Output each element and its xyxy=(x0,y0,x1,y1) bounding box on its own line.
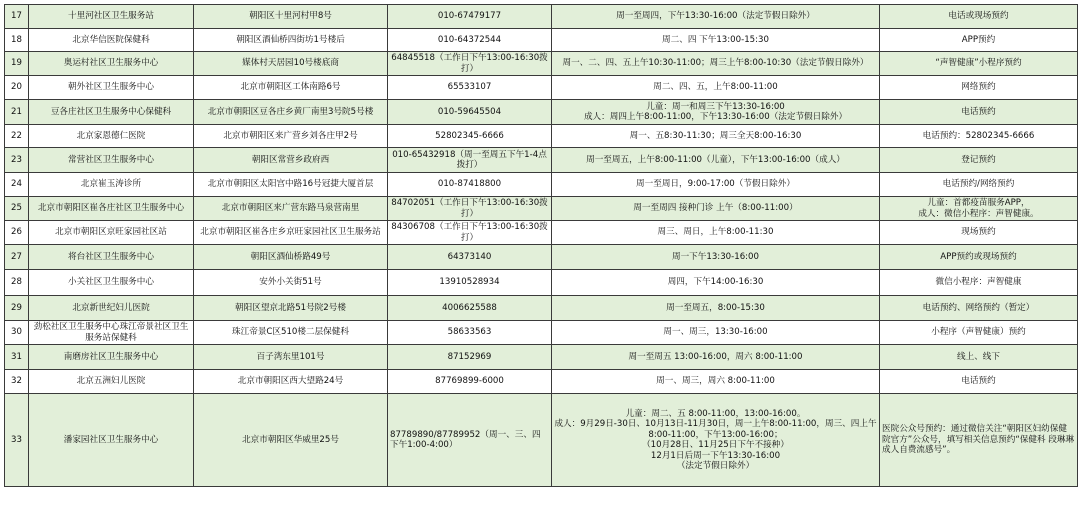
booking-method: APP预约或现场预约 xyxy=(880,245,1078,270)
site-address: 朝阳区十里河村甲8号 xyxy=(194,5,388,29)
site-address: 北京市朝阳区来广营乡刘各庄甲2号 xyxy=(194,125,388,148)
method-line-children: 儿童：首都疫苗服务APP， xyxy=(927,198,1030,208)
site-name: 豆各庄社区卫生服务中心保健科 xyxy=(29,100,194,125)
site-hours: 周一、周三，周六 8:00-11:00 xyxy=(552,370,880,394)
site-hours: 周一至周日，9:00-17:00（节假日除外） xyxy=(552,173,880,197)
row-number: 30 xyxy=(5,321,29,345)
site-phone: 010-59645504 xyxy=(388,100,552,125)
table-row xyxy=(5,345,1078,370)
site-hours: 周一、五8:30-11:30；周三全天8:00-16:30 xyxy=(552,125,880,148)
site-phone: 010-65432918（周一至周五下午1-4点拨打） xyxy=(388,148,552,173)
booking-method: “声智健康”小程序预约 xyxy=(880,52,1078,76)
row-number: 25 xyxy=(5,197,29,221)
site-address: 北京市朝阳区来广营东路马泉营南里 xyxy=(194,197,388,221)
table-row xyxy=(5,125,1078,148)
site-phone: 52802345-6666 xyxy=(388,125,552,148)
site-hours: 周一、二、四、五上午10:30-11:00；周三上午8:00-10:30（法定节假日除外） xyxy=(552,52,880,76)
site-name: 将台社区卫生服务中心 xyxy=(29,245,194,270)
site-name: 北京家恩德仁医院 xyxy=(29,125,194,148)
site-name: 小关社区卫生服务中心 xyxy=(29,270,194,296)
table-row xyxy=(5,245,1078,270)
site-phone: 58633563 xyxy=(388,321,552,345)
table-row xyxy=(5,321,1078,345)
booking-method: 线上、线下 xyxy=(880,345,1078,370)
table-row xyxy=(5,270,1078,296)
site-name: 北京崔玉涛诊所 xyxy=(29,173,194,197)
booking-method: 小程序（声智健康）预约 xyxy=(880,321,1078,345)
site-name: 潘家园社区卫生服务中心 xyxy=(29,394,194,487)
site-address: 北京市朝阳区华威里25号 xyxy=(194,394,388,487)
table-row xyxy=(5,296,1078,321)
booking-method: 电话预约、网络预约（暂定） xyxy=(880,296,1078,321)
row-number: 33 xyxy=(5,394,29,487)
hours-line-children: 儿童：周一和周三下午13:30-16:00 xyxy=(646,101,785,112)
table-row xyxy=(5,100,1078,125)
site-name: 十里河社区卫生服务站 xyxy=(29,5,194,29)
site-hours: 周二、四 下午13:00-15:30 xyxy=(552,29,880,52)
table-row xyxy=(5,394,1078,487)
site-hours: 周一至周五 13:00-16:00，周六 8:00-11:00 xyxy=(552,345,880,370)
booking-method xyxy=(880,197,1078,221)
table-row xyxy=(5,173,1078,197)
table-row xyxy=(5,5,1078,29)
site-hours: 周三、周日，上午8:00-11:30 xyxy=(552,221,880,245)
site-phone: 87789890/87789952（周一、三、四下午1:00-4:00） xyxy=(388,394,552,487)
site-address: 珠江帝景C区510楼二层保健科 xyxy=(194,321,388,345)
site-hours xyxy=(552,394,880,487)
site-address: 北京市朝阳区工体南路6号 xyxy=(194,76,388,100)
booking-method: 电话预约 xyxy=(880,370,1078,394)
site-hours: 周一至周五，上午8:00-11:00（儿童），下午13:00-16:00（成人） xyxy=(552,148,880,173)
site-phone: 65533107 xyxy=(388,76,552,100)
site-address: 北京市朝阳区西大望路24号 xyxy=(194,370,388,394)
site-phone: 13910528934 xyxy=(388,270,552,296)
site-phone: 87152969 xyxy=(388,345,552,370)
site-hours: 周一、周三，13:30-16:00 xyxy=(552,321,880,345)
row-number: 23 xyxy=(5,148,29,173)
site-name: 劲松社区卫生服务中心珠江帝景社区卫生服务站保健科 xyxy=(29,321,194,345)
site-address: 朝阳区酒仙桥四街坊1号楼后 xyxy=(194,29,388,52)
site-name: 北京五洲妇儿医院 xyxy=(29,370,194,394)
hours-line-adults: 成人：周四上午8:00-11:00，下午13:30-16:00（法定节假日除外） xyxy=(583,112,848,122)
site-phone: 010-67479177 xyxy=(388,5,552,29)
booking-method: 医院公众号预约：通过微信关注“朝阳区妇幼保健院官方”公众号，填写相关信息预约“保健科 段琳琳成人自费流感号”。 xyxy=(880,394,1078,487)
site-address: 安外小关街51号 xyxy=(194,270,388,296)
hours-line-1: 儿童：周二、五 8:00-11:00，13:00-16:00。 xyxy=(625,408,806,419)
booking-method: 电话预约：52802345-6666 xyxy=(880,125,1078,148)
site-address: 朝阳区常营乡政府西 xyxy=(194,148,388,173)
site-name: 北京市朝阳区崔各庄社区卫生服务中心 xyxy=(29,197,194,221)
site-phone: 84306708（工作日下午13:00-16:30拨打） xyxy=(388,221,552,245)
hours-line-2: 成人：9月29日-30日、10月13日-11月30日，周一上午8:00-11:00，周三、四上午8:00-11:00，下午13:00-16:00； xyxy=(554,419,877,440)
row-number: 18 xyxy=(5,29,29,52)
site-name: 常营社区卫生服务中心 xyxy=(29,148,194,173)
row-number: 22 xyxy=(5,125,29,148)
site-hours: 周二、四、五，上午8:00-11:00 xyxy=(552,76,880,100)
table-row xyxy=(5,148,1078,173)
site-phone: 84702051（工作日下午13:00-16:30拨打） xyxy=(388,197,552,221)
site-name: 朝外社区卫生服务中心 xyxy=(29,76,194,100)
site-hours: 周一至周四 接种门诊 上午（8:00-11:00） xyxy=(552,197,880,221)
site-phone: 64373140 xyxy=(388,245,552,270)
booking-method: 电话预约/网络预约 xyxy=(880,173,1078,197)
row-number: 19 xyxy=(5,52,29,76)
site-name: 北京新世纪妇儿医院 xyxy=(29,296,194,321)
table-row xyxy=(5,370,1078,394)
site-phone: 64845518（工作日下午13:00-16:30拨打） xyxy=(388,52,552,76)
site-name: 奥运村社区卫生服务中心 xyxy=(29,52,194,76)
site-hours: 周一下午13:30-16:00 xyxy=(552,245,880,270)
row-number: 27 xyxy=(5,245,29,270)
site-address: 北京市朝阳区太阳宫中路16号冠捷大厦首层 xyxy=(194,173,388,197)
site-hours: 周一至周五，8:00-15:30 xyxy=(552,296,880,321)
row-number: 29 xyxy=(5,296,29,321)
method-line-adults: 成人：微信小程序：声智健康。 xyxy=(918,208,1039,219)
site-address: 媒体村天居园10号楼底商 xyxy=(194,52,388,76)
site-phone: 010-87418800 xyxy=(388,173,552,197)
row-number: 17 xyxy=(5,5,29,29)
vaccination-sites-table xyxy=(4,4,1078,487)
booking-method: 电话或现场预约 xyxy=(880,5,1078,29)
table-row xyxy=(5,221,1078,245)
site-address: 朝阳区酒仙桥路49号 xyxy=(194,245,388,270)
site-name: 北京华信医院保健科 xyxy=(29,29,194,52)
table-row xyxy=(5,29,1078,52)
booking-method: 电话预约 xyxy=(880,100,1078,125)
row-number: 28 xyxy=(5,270,29,296)
site-hours: 周四，下午14:00-16:30 xyxy=(552,270,880,296)
row-number: 31 xyxy=(5,345,29,370)
site-name: 北京市朝阳区京旺家园社区站 xyxy=(29,221,194,245)
site-hours xyxy=(552,100,880,125)
hours-line-3: （10月28日、11月25日下午不接种） xyxy=(642,440,789,450)
booking-method: 登记预约 xyxy=(880,148,1078,173)
hours-line-5: （法定节假日除外） xyxy=(676,461,755,471)
site-address: 朝阳区望京北路51号院2号楼 xyxy=(194,296,388,321)
booking-method: APP预约 xyxy=(880,29,1078,52)
table-row xyxy=(5,52,1078,76)
booking-method: 网络预约 xyxy=(880,76,1078,100)
hours-line-4: 12月1日后周一下午13:30-16:00 xyxy=(650,450,781,461)
site-address: 百子湾东里101号 xyxy=(194,345,388,370)
booking-method: 微信小程序：声智健康 xyxy=(880,270,1078,296)
site-hours: 周一至周四，下午13:30-16:00（法定节假日除外） xyxy=(552,5,880,29)
row-number: 26 xyxy=(5,221,29,245)
table-row xyxy=(5,76,1078,100)
table-row xyxy=(5,197,1078,221)
site-address: 北京市朝阳区崔各庄乡京旺家园社区卫生服务站 xyxy=(194,221,388,245)
site-phone: 87769899-6000 xyxy=(388,370,552,394)
site-address: 北京市朝阳区豆各庄乡黄厂南里3号院5号楼 xyxy=(194,100,388,125)
row-number: 24 xyxy=(5,173,29,197)
site-phone: 4006625588 xyxy=(388,296,552,321)
row-number: 32 xyxy=(5,370,29,394)
site-phone: 010-64372544 xyxy=(388,29,552,52)
site-name: 南磨房社区卫生服务中心 xyxy=(29,345,194,370)
row-number: 21 xyxy=(5,100,29,125)
booking-method: 现场预约 xyxy=(880,221,1078,245)
row-number: 20 xyxy=(5,76,29,100)
